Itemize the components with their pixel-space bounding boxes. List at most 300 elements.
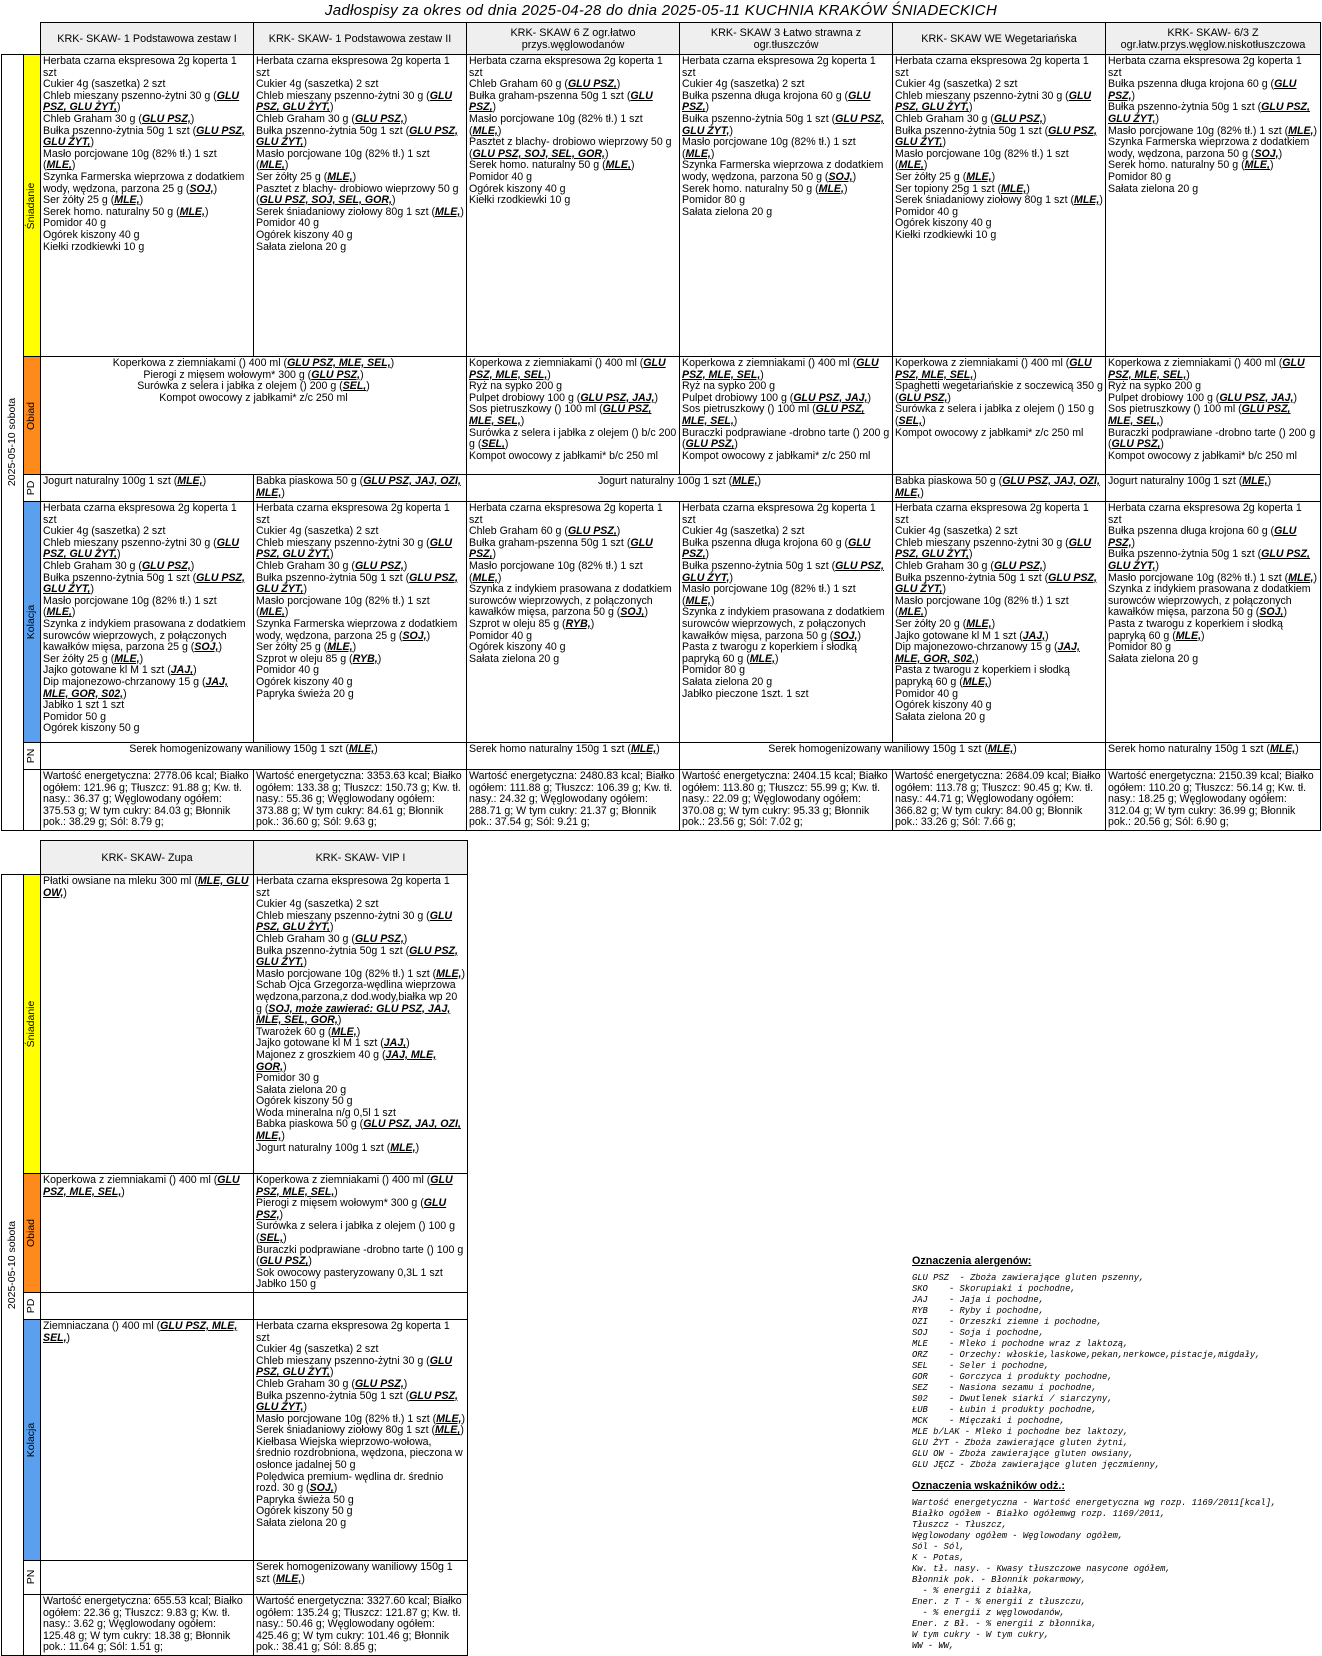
allergen-codes: MLE, (962, 675, 989, 688)
allergen-codes: JAJ, MLE, GOR, (256, 1048, 437, 1073)
allergen-codes: SOJ, (309, 1482, 334, 1495)
legend-row: SKO - Skorupiaki i pochodne, (912, 1284, 1076, 1294)
allergen-codes: GLU PSZ, JAJ, OZI, MLE, (256, 475, 461, 499)
menu-cell (41, 502, 254, 743)
menu-cell (1106, 743, 1321, 770)
menu-item: Serek homo. naturalny 50 g (MLE,) (43, 205, 209, 218)
allergen-codes: GLU PSZ, (141, 559, 191, 572)
allergen-codes: MLE, (327, 641, 353, 654)
nutrition-cell: Wartość energetyczna: 2150.39 kcal; Białko ogółem: 110.20 g; Tłuszcz: 56.14 g; Kw. tł. nasy.: 18.25 g; Węglowodany ogółem: 312.04 g; W tym cukry: 36.99 g; Błonnik pok.: 20.56 g; Sól: 6.90 g; (1106, 770, 1321, 831)
menu-item: Pomidor 40 g (43, 217, 107, 230)
allergen-codes: MLE, (436, 1412, 462, 1425)
menu-item: Szynka Farmerska wieprzowa z dodatkiem wody, wędzona, parzona 25 g (SOJ,) (43, 170, 245, 195)
allergen-codes: MLE, (276, 1572, 302, 1585)
allergen-codes: GLU PSZ, (1111, 438, 1161, 451)
legend-row: SOJ - Soja i pochodne, (912, 1328, 1044, 1338)
menu-item: Bułka pszenna długa krojona 60 g (GLU PSZ,) (1108, 78, 1297, 102)
menu-item: Sałata zielona 20 g (469, 652, 560, 665)
menu-cell (41, 475, 254, 502)
allergen-codes: GLU PSZ, (141, 112, 191, 125)
menu-item: Herbata czarna ekspresowa 2g koperta 1 szt (1108, 55, 1302, 79)
allergen-codes: RYB, (565, 617, 591, 630)
menu-item: Pomidor 40 g (895, 205, 959, 218)
menu-item: Surówka z selera i jabłka z olejem () b/c 200 g (SEL,) (469, 426, 677, 451)
menu-item: Ryż na sypko 200 g (682, 380, 776, 393)
menu-item: Sałata zielona 20 g (682, 675, 773, 688)
allergen-codes: GLU PSZ, (567, 525, 617, 538)
menu-item: Herbata czarna ekspresowa 2g koperta 1 szt (43, 502, 237, 526)
menu-item: Ogórek kiszony 40 g (469, 641, 566, 654)
column-header: KRK- SKAW- VIP I (254, 841, 468, 875)
allergen-codes: GLU PSZ, JAJ, (793, 391, 868, 404)
menu-table-second (1, 840, 468, 1656)
allergen-codes: MLE, (114, 194, 140, 207)
menu-item: Buraczki podprawiane -drobno tarte () 200 g (GLU PSZ,) (1108, 426, 1316, 451)
legend-row: MCK - Mięczaki i pochodne, (912, 1416, 1066, 1426)
allergen-codes: GLU PSZ, (354, 932, 404, 945)
meal-label-kolacja: Kolacja (24, 502, 41, 743)
menu-cell (254, 475, 467, 502)
menu-item: Koperkowa z ziemniakami () 400 ml (GLU PSZ, MLE, SEL,) (895, 357, 1092, 381)
menu-item: Pomidor 80 g (682, 664, 746, 677)
menu-item: Kompot owocowy z jabłkami* z/c 250 ml (895, 426, 1084, 439)
menu-cell-empty (254, 1292, 468, 1319)
nutrition-cell: Wartość energetyczna: 2404.15 kcal; Białko ogółem: 113.80 g; Tłuszcz: 55.99 g; Kw. tł. nasy.: 22.09 g; Węglowodany ogółem: 370.08 g; W tym cukry: 95.33 g; Błonnik pok.: 23.56 g; Sól: 7.02 g; (680, 770, 893, 831)
menu-item: Koperkowa z ziemniakami () 400 ml (GLU PSZ, MLE, SEL,) (112, 357, 395, 369)
menu-item: Cukier 4g (saszetka) 2 szt (895, 78, 1018, 91)
menu-item: Bułka graham-pszenna 50g 1 szt (GLU PSZ,) (469, 89, 653, 114)
menu-item: Sałata zielona 20 g (256, 240, 347, 253)
menu-item: Bułka pszenna długa krojona 60 g (GLU PSZ,) (682, 536, 871, 561)
allergen-codes: MLE, (179, 205, 205, 218)
allergens-title: Oznaczenia alergenów: (912, 1255, 1032, 1267)
allergen-codes: SOJ, (189, 182, 214, 195)
menu-item: Herbata czarna ekspresowa 2g koperta 1 szt (256, 1319, 450, 1344)
allergen-codes: JAJ, MLE, GOR, S02, (43, 675, 228, 700)
menu-item: Polędwica premium- wędlina dr. średnio rozd. 30 g (SOJ,) (256, 1470, 444, 1495)
menu-item: Koperkowa z ziemniakami () 400 ml (GLU PSZ, MLE, SEL,) (43, 1174, 240, 1198)
allergen-codes: GLU PSZ, SOJ, SEL, GOR, (472, 147, 605, 160)
menu-item: Ser żółty 20 g (MLE,) (895, 617, 996, 630)
allergen-codes: JAJ, (383, 1037, 407, 1050)
allergen-codes: GLU PSZ, GLU ŻYT, (43, 124, 245, 149)
menu-item: Chleb Graham 60 g (GLU PSZ,) (469, 78, 621, 91)
menu-item: Pierogi z mięsem wołowym* 300 g (GLU PSZ,) (143, 368, 364, 381)
allergen-codes: GLU PSZ, JAJ, OZI, MLE, (895, 475, 1100, 499)
allergen-codes: GLU PSZ, GLU ŻYT, (256, 536, 453, 561)
menu-item: Cukier 4g (saszetka) 2 szt (256, 898, 379, 911)
menu-item: Sos pietruszkowy () 100 ml (GLU PSZ, MLE, SEL,) (682, 403, 865, 427)
menu-item: Szynka Farmerska wieprzowa z dodatkiem wody, wędzona, parzona 50 g (SOJ,) (682, 159, 884, 183)
menu-cell (893, 357, 1106, 475)
menu-item: Herbata czarna ekspresowa 2g koperta 1 szt (43, 55, 237, 79)
menu-item: Chleb mieszany pszenno-żytni 30 g (GLU PSZ, GLU ŻYT,) (256, 536, 453, 561)
menu-item: Ser żółty 25 g (MLE,) (43, 652, 144, 665)
menu-item: Kompot owocowy z jabłkami* b/c 250 ml (1108, 449, 1298, 462)
allergen-codes: GLU PSZ, MLE, SEL, (287, 357, 391, 369)
allergen-codes: GLU PSZ, (259, 1255, 309, 1268)
menu-item: Chleb mieszany pszenno-żytni 30 g (GLU PSZ, GLU ŻYT,) (256, 1354, 453, 1379)
allergen-codes: JAJ, MLE, GOR, S02, (895, 641, 1080, 665)
menu-item: Pasta z twarogu z koperkiem i słodką papryką 60 g (MLE,) (682, 641, 857, 665)
allergen-codes: GLU PSZ, MLE, SEL, (256, 1174, 453, 1198)
allergen-codes: SEL, (259, 1231, 284, 1244)
allergen-codes: GLU PSZ, (354, 559, 404, 572)
legend-row: ORZ - Orzechy: włoskie,laskowe,pekan,nerkowce,pistacje,migdały, (912, 1350, 1261, 1360)
nutrients-title: Oznaczenia wskaźników odż.: (912, 1480, 1065, 1492)
menu-cell (41, 875, 254, 1174)
menu-item: Jajko gotowane kl M 1 szt (JAJ,) (256, 1037, 410, 1050)
allergen-codes: MLE, (436, 967, 462, 980)
menu-item: Ogórek kiszony 40 g (895, 217, 992, 230)
allergen-codes: GLU PSZ, (469, 536, 653, 561)
allergen-codes: GLU PSZ, (1108, 78, 1297, 102)
menu-item: Kompot owocowy z jabłkami* z/c 250 ml (682, 449, 871, 462)
menu-cell (1106, 55, 1321, 357)
legend-row: GLU OW - Zboża zawierające gluten owsiany, (912, 1449, 1134, 1459)
menu-cell (893, 55, 1106, 357)
menu-item: Bułka pszenno-żytnia 50g 1 szt (GLU PSZ, GLU ŻYT,) (1108, 101, 1310, 125)
nutrition-cell: Wartość energetyczna: 2480.83 kcal; Białko ogółem: 111.88 g; Tłuszcz: 106.39 g; Kw. tł. nasy.: 24.32 g; Węglowodany ogółem: 288.71 g; W tym cukry: 21.37 g; Błonnik pok.: 37.54 g; Sól: 9.21 g; (467, 770, 680, 831)
date-label: 2025-05-10 sobota (5, 398, 18, 487)
allergen-codes: GLU PSZ, GLU ŻYT, (256, 944, 458, 969)
allergen-codes: GLU PSZ, JAJ, OZI, MLE, (256, 1118, 461, 1143)
menu-item: Herbata czarna ekspresowa 2g koperta 1 szt (895, 502, 1089, 526)
allergen-codes: GLU PSZ, GLU ŻYT, (256, 124, 458, 149)
menu-cell (254, 502, 467, 743)
menu-item: Chleb Graham 30 g (GLU PSZ,) (256, 112, 408, 125)
allergen-codes: GLU PSZ, (469, 89, 653, 114)
menu-cell (467, 743, 680, 770)
menu-item: Sałata zielona 20 g (256, 1083, 347, 1096)
menu-item: Masło porcjowane 10g (82% tł.) 1 szt (MLE,) (682, 583, 856, 607)
menu-item: Masło porcjowane 10g (82% tł.) 1 szt (MLE,) (256, 967, 466, 980)
allergen-codes: RYB, (352, 652, 378, 665)
allergen-codes: GLU PSZ, GLU ŻYT, (682, 112, 884, 137)
meal-label-obiad: Obiad (24, 1174, 41, 1293)
menu-cell (41, 1174, 254, 1293)
menu-item: Ryż na sypko 200 g (469, 380, 563, 393)
legend-row: W tym cukry - W tym cukry, (912, 1630, 1050, 1640)
allergen-codes: MLE, (114, 652, 140, 665)
menu-item: Bułka pszenno-żytnia 50g 1 szt (GLU PSZ, GLU ŻYT,) (256, 944, 458, 969)
menu-item: Kiełki rzodkiewki 10 g (43, 240, 145, 253)
legend-row: Błonnik pok. - Błonnik pokarmowy, (912, 1575, 1087, 1585)
menu-item: Surówka z selera i jabłka z olejem () 100 g (SEL,) (256, 1220, 456, 1244)
menu-item: Jogurt naturalny 100g 1 szt (MLE,) (43, 475, 207, 487)
allergen-codes: SOJ, (1254, 147, 1279, 160)
menu-item: Herbata czarna ekspresowa 2g koperta 1 szt (682, 502, 876, 526)
allergen-codes: GLU PSZ, GLU ŻYT, (256, 571, 458, 596)
menu-item: Chleb mieszany pszenno-żytni 30 g (GLU PSZ, GLU ŻYT,) (256, 909, 453, 934)
menu-item: Chleb Graham 30 g (GLU PSZ,) (43, 112, 195, 125)
menu-item: Dip majonezowo-chrzanowy 15 g (JAJ, MLE, GOR, S02,) (895, 641, 1080, 665)
menu-cell (467, 357, 680, 475)
allergen-codes: GLU PSZ, MLE, SEL, (895, 357, 1092, 381)
legend-row: MLE - Mleko i pochodne wraz z laktozą, (912, 1339, 1129, 1349)
allergen-codes: GLU PSZ, (993, 559, 1043, 572)
menu-cell (41, 1319, 254, 1560)
allergen-codes: MLE, (898, 606, 924, 619)
allergen-codes: MLE, (327, 170, 353, 183)
menu-item: Cukier 4g (saszetka) 2 szt (256, 525, 379, 538)
menu-item: Chleb Graham 30 g (GLU PSZ,) (43, 559, 195, 572)
column-header: KRK- SKAW 3 Łatwo strawna z ogr.tłuszczów (680, 23, 893, 55)
legend-row: Węglowodany ogółem - Węglowodany ogółem, (912, 1531, 1124, 1541)
menu-item: Ser żółty 25 g (MLE,) (256, 641, 357, 654)
menu-item: Serek homogenizowany waniliowy 150g 1 szt (MLE,) (256, 1560, 453, 1585)
menu-item: Pomidor 40 g (895, 687, 959, 700)
allergen-codes: GLU PSZ, SOJ, SEL, GOR, (259, 194, 392, 207)
allergen-codes: MLE, (1244, 159, 1270, 172)
allergen-codes: SOJ, (620, 606, 645, 619)
menu-item: Cukier 4g (saszetka) 2 szt (43, 78, 166, 91)
allergen-codes: GLU PSZ, GLU ŻYT, (895, 536, 1092, 561)
menu-item: Pulpet drobiowy 100 g (GLU PSZ, JAJ,) (469, 391, 659, 404)
allergen-codes: MLE, (1288, 571, 1314, 584)
menu-item: Chleb mieszany pszenno-żytni 30 g (GLU PSZ, GLU ŻYT,) (43, 89, 240, 114)
allergen-codes: GLU PSZ, GLU ŻYT, (256, 1354, 453, 1379)
allergen-codes: GLU PSZ, (898, 391, 948, 404)
menu-item: Ogórek kiszony 50 g (256, 1095, 353, 1108)
menu-item: Surówka z selera i jabłka z olejem () 200 g (SEL,) (137, 380, 370, 393)
allergen-codes: GLU PSZ, (256, 1197, 447, 1221)
menu-item: Sałata zielona 20 g (1108, 652, 1199, 665)
menu-cell (254, 875, 468, 1174)
allergen-codes: JAJ, (170, 664, 194, 677)
menu-item: Ogórek kiszony 40 g (256, 675, 353, 688)
allergen-codes: MLE, (259, 159, 285, 172)
allergen-codes: GLU PSZ, MLE, SEL, (469, 357, 666, 381)
menu-item: Masło porcjowane 10g (82% tł.) 1 szt (MLE,) (469, 559, 643, 584)
menu-item: Pomidor 80 g (682, 194, 746, 207)
menu-item: Pasta z twarogu z koperkiem i słodką papryką 60 g (MLE,) (895, 664, 1070, 688)
menu-cell (254, 1174, 468, 1293)
legend-row: OZI - Orzeszki ziemne i pochodne, (912, 1317, 1103, 1327)
menu-item: Pomidor 40 g (469, 170, 533, 183)
menu-item: Chleb Graham 30 g (GLU PSZ,) (256, 932, 408, 945)
date-cell (2, 55, 24, 831)
menu-item: Bułka graham-pszenna 50g 1 szt (GLU PSZ,) (469, 536, 653, 561)
menu-item: Bułka pszenna długa krojona 60 g (GLU PSZ,) (682, 89, 871, 114)
menu-item: Ser żółty 25 g (MLE,) (43, 194, 144, 207)
legend-row: Kw. tł. nasy. - Kwasy tłuszczowe nasycone ogółem, (912, 1564, 1171, 1574)
menu-item: Szynka z indykiem prasowana z dodatkiem surowców wieprzowych, z połączonych kawałków mięsa, parzona 50 g (SOJ,) (682, 606, 885, 642)
allergen-codes: GLU PSZ, GLU ŻYT, (43, 536, 240, 561)
legend-row: GOR - Gorczyca i produkty pochodne, (912, 1372, 1113, 1382)
allergen-codes: MLE, (966, 170, 992, 183)
meal-label-kolacja: Kolacja (24, 1319, 41, 1560)
menu-item: Pierogi z mięsem wołowym* 300 g (GLU PSZ,) (256, 1197, 447, 1221)
allergen-codes: SOJ, (1259, 606, 1284, 619)
menu-item: Sałata zielona 20 g (895, 710, 986, 723)
menu-item: Bułka pszenno-żytnia 50g 1 szt (GLU PSZ, GLU ŻYT,) (895, 124, 1097, 149)
menu-item: Babka piaskowa 50 g (GLU PSZ, JAJ, OZI, MLE,) (895, 475, 1100, 499)
menu-item: Bułka pszenno-żytnia 50g 1 szt (GLU PSZ, GLU ŻYT,) (256, 571, 458, 596)
menu-item: Bułka pszenno-żytnia 50g 1 szt (GLU PSZ, GLU ŻYT,) (682, 112, 884, 137)
column-header: KRK- SKAW- 6/3 Z ogr.łatw.przys.węglow.niskotłuszczowa (1106, 23, 1321, 55)
allergen-codes: GLU PSZ, (1108, 525, 1297, 549)
allergen-codes: GLU PSZ, MLE, SEL, (1108, 357, 1305, 381)
allergen-codes: MLE, (1175, 629, 1202, 642)
menu-item: Pomidor 40 g (469, 629, 533, 642)
meal-label-pn: PN (24, 743, 41, 770)
menu-item: Koperkowa z ziemniakami () 400 ml (GLU PSZ, MLE, SEL,) (1108, 357, 1305, 381)
menu-item: Herbata czarna ekspresowa 2g koperta 1 szt (1108, 502, 1302, 526)
menu-item: Pasta z twarogu z koperkiem i słodką papryką 60 g (MLE,) (1108, 617, 1283, 642)
meal-label-sniadanie: Śniadanie (24, 55, 41, 357)
menu-item: Serek homogenizowany waniliowy 150g 1 szt (MLE,) (129, 743, 378, 755)
menu-item: Szprot w oleju 85 g (RYB,) (256, 652, 382, 665)
allergen-codes: GLU PSZ, JAJ, (580, 391, 655, 404)
allergen-codes: GLU PSZ, GLU ŻYT, (895, 89, 1092, 114)
legend-row: - % energii z białka, (912, 1586, 1034, 1596)
menu-item: Serek homo. naturalny 50 g (MLE,) (1108, 159, 1274, 172)
allergen-codes: MLE, (987, 743, 1014, 755)
allergen-codes: MLE, (435, 1424, 461, 1437)
menu-item: Woda mineralna n/g 0,5l 1 szt (256, 1106, 396, 1119)
allergen-codes: GLU PSZ, (354, 112, 404, 125)
menu-item: Sos pietruszkowy () 100 ml (GLU PSZ, MLE, SEL,) (469, 403, 652, 427)
menu-cell (1106, 475, 1321, 502)
menu-item: Cukier 4g (saszetka) 2 szt (256, 78, 379, 91)
menu-item: Jogurt naturalny 100g 1 szt (MLE,) (597, 475, 762, 487)
allergen-codes: MLE, (898, 159, 924, 172)
menu-item: Herbata czarna ekspresowa 2g koperta 1 szt (682, 55, 876, 79)
menu-cell (41, 357, 467, 475)
menu-item: Pomidor 80 g (1108, 641, 1172, 654)
meal-label-pd: PD (24, 1292, 41, 1319)
menu-item: Herbata czarna ekspresowa 2g koperta 1 szt (256, 55, 450, 79)
legend-row: Ener. z T - % energii z tłuszczu, (912, 1597, 1087, 1607)
legend-row: K - Potas, (912, 1553, 965, 1563)
menu-item: Cukier 4g (saszetka) 2 szt (682, 78, 805, 91)
menu-item: Masło porcjowane 10g (82% tł.) 1 szt (MLE,) (895, 594, 1069, 619)
menu-item: Dip majonezowo-chrzanowy 15 g (JAJ, MLE, GOR, S02,) (43, 675, 228, 700)
allergen-list (912, 1273, 1317, 1471)
allergen-codes: GLU PSZ, (682, 89, 871, 114)
menu-cell (680, 502, 893, 743)
menu-item: Masło porcjowane 10g (82% tł.) 1 szt (MLE,) (469, 112, 643, 137)
menu-item: Serek homo naturalny 150g 1 szt (MLE,) (1108, 743, 1299, 755)
allergen-codes: GLU PSZ, GLU ŻYT, (682, 559, 884, 584)
menu-item: Koperkowa z ziemniakami () 400 ml (GLU PSZ, MLE, SEL,) (682, 357, 879, 381)
menu-item: Papryka świeża 50 g (256, 1493, 354, 1506)
allergen-codes: GLU PSZ, MLE, SEL, (1108, 403, 1291, 427)
allergen-codes: GLU PSZ, GLU ŻYT, (1108, 548, 1310, 572)
legend-row: MLE b/LAK - Mleko i pochodne bez laktozy, (912, 1427, 1129, 1437)
menu-item: Pomidor 30 g (256, 1072, 320, 1085)
legend-row: Ener. z Bł. - % energii z błonnika, (912, 1619, 1097, 1629)
allergen-codes: GLU PSZ, GLU ŻYT, (256, 909, 453, 934)
allergen-codes: MLE, (630, 743, 657, 755)
menu-item: Kompot owocowy z jabłkami* z/c 250 ml (159, 391, 348, 404)
allergen-codes: GLU PSZ, GLU ŻYT, (43, 89, 240, 114)
menu-item: Sos pietruszkowy () 100 ml (GLU PSZ, MLE, SEL,) (1108, 403, 1291, 427)
legend-row: WW - WW, (912, 1641, 955, 1651)
menu-item: Ogórek kiszony 40 g (256, 228, 353, 241)
menu-item: Serek homo naturalny 150g 1 szt (MLE,) (469, 743, 660, 755)
menu-item: Chleb Graham 30 g (GLU PSZ,) (256, 559, 408, 572)
nutrient-list (912, 1498, 1317, 1652)
menu-item: Ser topiony 25g 1 szt (MLE,) (895, 182, 1030, 195)
menu-item: Chleb Graham 60 g (GLU PSZ,) (469, 525, 621, 538)
allergen-codes: MLE, (46, 159, 72, 172)
menu-item: Chleb Graham 30 g (GLU PSZ,) (895, 559, 1047, 572)
menu-item: Jajko gotowane kl M 1 szt (JAJ,) (895, 629, 1049, 642)
legend-row: GLU ŻYT - Zboża zawierające gluten żytni, (912, 1438, 1129, 1448)
legend-row: JAJ - Jaja i pochodne, (912, 1295, 1044, 1305)
allergen-codes: MLE, (390, 1141, 416, 1154)
menu-item: Ser żółty 25 g (MLE,) (256, 170, 357, 183)
allergen-codes: SOJ, (402, 629, 427, 642)
legend-row: RYB - Ryby i pochodne, (912, 1306, 1044, 1316)
menu-item: Kiełki rzodkiewki 10 g (469, 194, 571, 207)
menu-item: Chleb mieszany pszenno-żytni 30 g (GLU PSZ, GLU ŻYT,) (895, 89, 1092, 114)
menu-item: Jajko gotowane kl M 1 szt (JAJ,) (43, 664, 197, 677)
menu-item: Twarożek 60 g (MLE,) (256, 1025, 361, 1038)
page-title: Jadłospisy za okres od dnia 2025-04-28 do dnia 2025-05-11 KUCHNIA KRAKÓW ŚNIADECKICH (324, 2, 998, 19)
menu-cell (893, 502, 1106, 743)
menu-item: Serek śniadaniowy ziołowy 80g 1 szt (MLE,) (895, 194, 1103, 207)
allergen-codes: GLU PSZ, GLU ŻYT, (1108, 101, 1310, 125)
menu-item: Ogórek kiszony 50 g (43, 722, 140, 735)
menu-item: Masło porcjowane 10g (82% tł.) 1 szt (MLE,) (256, 1412, 466, 1425)
menu-item: Pulpet drobiowy 100 g (GLU PSZ, JAJ,) (682, 391, 872, 404)
menu-item: Serek homogenizowany waniliowy 150g 1 szt (MLE,) (768, 743, 1017, 755)
menu-item: Masło porcjowane 10g (82% tł.) 1 szt (MLE,) (895, 147, 1069, 172)
menu-item: Serek śniadaniowy ziołowy 80g 1 szt (MLE,) (256, 205, 464, 218)
menu-item: Sałata zielona 20 g (682, 205, 773, 218)
menu-item: Jogurt naturalny 100g 1 szt (MLE,) (256, 1141, 420, 1154)
legend-row: SEL - Seler i pochodne, (912, 1361, 1050, 1371)
menu-item: Pomidor 80 g (1108, 170, 1172, 183)
menu-item: Herbata czarna ekspresowa 2g koperta 1 szt (895, 55, 1089, 79)
legend-row: S02 - Dwutlenek siarki / siarczyny, (912, 1394, 1113, 1404)
menu-item: Szynka z indykiem prasowana z dodatkiem surowców wieprzowych, z połączonych kawałków mięsa, parzona 25 g (SOJ,) (43, 617, 246, 654)
allergen-codes: SEL, (481, 438, 505, 451)
menu-item: Szynka z indykiem prasowana z dodatkiem surowców wieprzowych, z połączonych kawałków mięsa, parzona 50 g (SOJ,) (469, 583, 672, 619)
meal-label-obiad: Obiad (24, 357, 41, 475)
legend-row: - % energii z węglowodanów, (912, 1608, 1066, 1618)
menu-item: Sok owocowy pasteryzowany 0,3L 1 szt (256, 1266, 443, 1279)
menu-item: Kiełki rzodkiewki 10 g (895, 228, 997, 241)
menu-cell-empty (41, 1292, 254, 1319)
menu-cell-empty (41, 1560, 254, 1594)
allergen-codes: MLE, (685, 594, 711, 607)
allergen-codes: MLE, GLU OW, (43, 875, 249, 899)
menu-cell (680, 357, 893, 475)
meal-label-pn: PN (24, 1560, 41, 1594)
allergen-codes: GLU PSZ, GLU ŻYT, (895, 571, 1097, 596)
allergen-codes: MLE, (818, 182, 844, 195)
allergen-codes: MLE, (732, 475, 758, 487)
menu-cell (467, 502, 680, 743)
menu-item: Płatki owsiane na mleku 300 ml (MLE, GLU OW,) (43, 875, 249, 899)
menu-item: Koperkowa z ziemniakami () 400 ml (GLU PSZ, MLE, SEL,) (256, 1174, 453, 1198)
legend-row: GLU JĘCZ - Zboża zawierające gluten jęczmienny, (912, 1460, 1161, 1470)
column-header: KRK- SKAW- Zupa (41, 841, 254, 875)
menu-item: Herbata czarna ekspresowa 2g koperta 1 szt (256, 875, 450, 899)
menu-item: Kompot owocowy z jabłkami* b/c 250 ml (469, 449, 659, 462)
menu-item: Jabłko pieczone 1szt. 1 szt (682, 687, 809, 700)
menu-item: Szprot w oleju 85 g (RYB,) (469, 617, 595, 630)
menu-cell (254, 1560, 468, 1594)
allergen-codes: MLE, (1288, 124, 1314, 137)
menu-item: Bułka pszenna długa krojona 60 g (GLU PSZ,) (1108, 525, 1297, 549)
allergen-codes: GLU PSZ, (354, 1377, 404, 1390)
menu-item: Kiełbasa Wiejska wieprzowo-wołowa, średnio rozdrobniona, wędzona, pieczona w osłonce jadalnej 50 g (256, 1435, 463, 1472)
